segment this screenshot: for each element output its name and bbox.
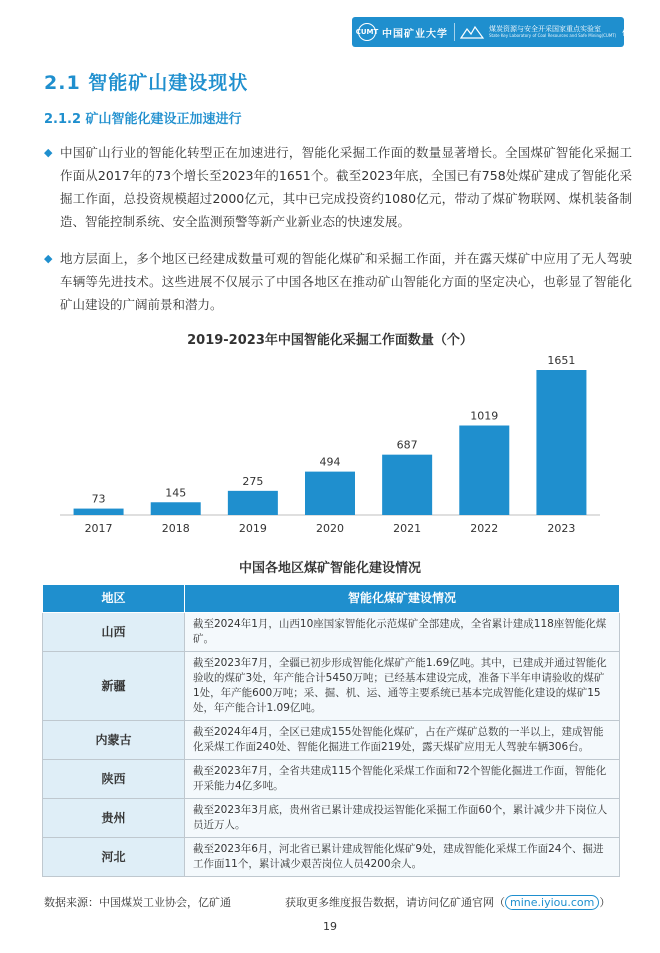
diamond-bullet-icon: ◆: [44, 146, 53, 159]
website-link[interactable]: mine.iyiou.com: [505, 895, 599, 910]
page-number: 19: [323, 920, 337, 933]
data-label-2020: 494: [319, 455, 341, 469]
region-desc: 截至2023年7月，全疆已初步形成智能化煤矿产能1.69亿吨。其中，已建成并通过智能化验收的煤矿3处，年产能合计5450万吨；已经基本建设完成，准备下半年申请验收的煤矿1处，年产能600万吨；采、掘、机、运、通等主要系统已基本完成智能化建设的煤矿15处，年产能合计1.09亿吨。: [185, 652, 620, 721]
lab-name-en: State Key Laboratory of Coal Resources and Safe Mining(CUMT): [489, 32, 617, 38]
bar-2018: [151, 502, 201, 515]
region-name: 河北: [43, 838, 185, 877]
chart-title: 2019-2023年中国智能化采掘工作面数量（个）: [187, 333, 473, 348]
x-tick-label-2017: 2017: [84, 522, 113, 535]
header-brand-bar: [352, 17, 647, 47]
data-label-2021: 687: [396, 438, 418, 452]
region-table: [42, 584, 620, 877]
x-tick-label-2022: 2022: [470, 522, 499, 535]
bar-2019: [228, 491, 278, 515]
region-name: 内蒙古: [43, 721, 185, 760]
table-row: [43, 613, 620, 652]
data-label-2017: 73: [91, 492, 106, 506]
region-name: 陕西: [43, 760, 185, 799]
table-row: [43, 760, 620, 799]
more-info: [285, 894, 610, 910]
x-tick-label-2018: 2018: [161, 522, 190, 535]
mountain-logo-icon: [461, 26, 483, 38]
paragraph-2: [44, 247, 632, 316]
more-info-suffix: ）: [599, 896, 611, 909]
header-status: 智能化煤矿建设情况: [185, 585, 620, 613]
bar-2022: [459, 426, 509, 515]
x-tick-label-2021: 2021: [393, 522, 422, 535]
paragraph-text: 地方层面上，多个地区已经建成数量可观的智能化煤矿和采掘工作面，并在露天煤矿中应用了无人驾驶车辆等先进技术。这些进展不仅展示了中国各地区在推动矿山智能化方面的坚定决心，也彰显了智能化矿山建设的广阔前景和潜力。: [60, 251, 632, 312]
data-source: 数据来源：中国煤炭工业协会，亿矿通: [44, 896, 231, 909]
region-name: 新疆: [43, 652, 185, 721]
bar-chart: [0, 340, 660, 545]
lab-name-cn: 煤炭资源与安全开采国家重点实验室: [489, 25, 601, 34]
data-label-2019: 275: [242, 474, 264, 488]
table-row: [43, 838, 620, 877]
paragraph-text: 中国矿山行业的智能化转型正在加速进行，智能化采掘工作面的数量显著增长。全国煤矿智能化采掘工作面从2017年的73个增长至2023年的1651个。截至2023年底，全国已有758处煤矿建成了智能化采掘工作面，总投资规模超过2000亿元，其中已完成投资约1080亿元，带动了煤矿物联网、煤机装备制造、智能控制系统、安全监测预警等新产业新业态的快速发展。: [60, 145, 632, 229]
section-title: 2.1 智能矿山建设现状: [44, 72, 249, 94]
x-tick-label-2019: 2019: [238, 522, 267, 535]
table-row: [43, 652, 620, 721]
header-divider: [454, 23, 455, 41]
region-desc: 截至2024年4月，全区已建成155处智能化煤矿，占在产煤矿总数的一半以上，建成智能化采煤工作面240处、智能化掘进工作面219处，露天煤矿应用无人驾驶车辆306台。: [185, 721, 620, 760]
header-region: 地区: [43, 585, 185, 613]
region-desc: 截至2023年6月，河北省已累计建成智能化煤矿9处，建成智能化采煤工作面24个、掘进工作面11个，累计减少艰苦岗位人员4200余人。: [185, 838, 620, 877]
table-row: [43, 799, 620, 838]
data-label-2022: 1019: [470, 409, 499, 423]
more-info-prefix: 获取更多维度报告数据，请访问亿矿通官网（: [285, 896, 505, 909]
data-label-2018: 145: [165, 486, 187, 500]
university-badge: CUMT: [355, 28, 379, 36]
diamond-bullet-icon: ◆: [44, 252, 53, 265]
table-title: 中国各地区煤矿智能化建设情况: [238, 561, 421, 576]
brand-logo: 亿矿通: [622, 27, 647, 37]
table-row: [43, 721, 620, 760]
bar-2020: [305, 472, 355, 515]
data-label-2023: 1651: [547, 354, 576, 367]
lab-name: [489, 26, 616, 38]
university-logo-icon: [355, 23, 379, 41]
bar-2023: [536, 370, 586, 515]
table-header-row: [43, 585, 620, 613]
university-name: 中国矿业大学: [382, 28, 448, 40]
region-desc: 截至2024年1月，山西10座国家智能化示范煤矿全部建成，全省累计建成118座智能化煤矿。: [185, 613, 620, 652]
region-name: 山西: [43, 613, 185, 652]
paragraph-1: [44, 141, 632, 233]
bar-2017: [74, 509, 124, 515]
x-tick-label-2023: 2023: [547, 522, 576, 535]
region-desc: 截至2023年3月底，贵州省已累计建成投运智能化采掘工作面60个，累计减少井下岗位人员近万人。: [185, 799, 620, 838]
region-name: 贵州: [43, 799, 185, 838]
bar-2021: [382, 455, 432, 515]
subsection-title: 2.1.2 矿山智能化建设正加速进行: [44, 112, 242, 127]
region-desc: 截至2023年7月，全省共建成115个智能化采煤工作面和72个智能化掘进工作面，智能化开采能力4亿多吨。: [185, 760, 620, 799]
x-tick-label-2020: 2020: [316, 522, 344, 535]
